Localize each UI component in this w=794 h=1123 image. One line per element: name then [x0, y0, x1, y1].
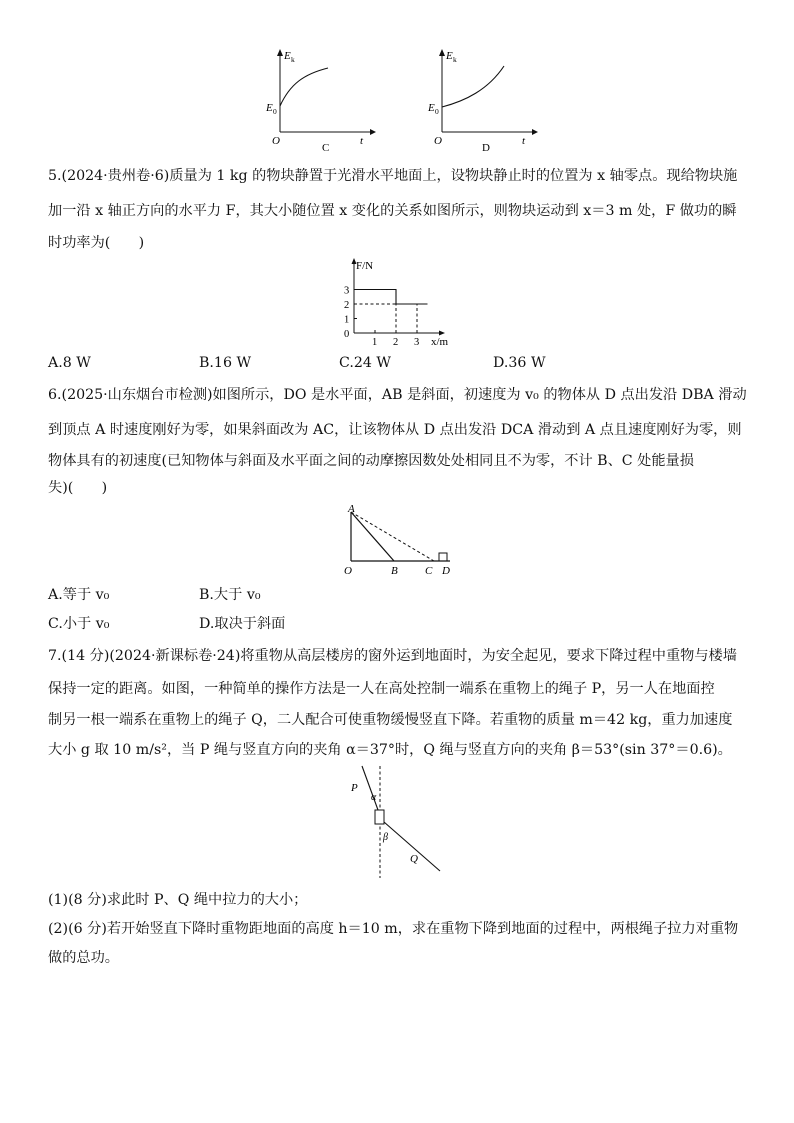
incline-label-o: O [344, 565, 352, 577]
ek-c-y-label: E [284, 50, 291, 62]
ek-c-e0-label: E [266, 102, 273, 114]
q6-option-b[interactable]: B.大于 v₀ [199, 587, 261, 603]
ek-d-x-label: t [522, 135, 526, 147]
q7-line-1: 7.(14 分)(2024·新课标卷·24)将重物从高层楼房的窗外运到地面时，为安全起见，要求下降过程中重物与楼墙 [48, 648, 737, 664]
incline-label-d: D [442, 565, 450, 577]
incline-label-b: B [391, 565, 398, 577]
q7-line-3: 制另一根一端系在重物上的绳子 Q，二人配合可使重物缓慢竖直下降。若重物的质量 m＝42 kg，重力加速度 [48, 712, 733, 728]
ek-c-caption: C [322, 142, 330, 154]
fx-x-tick-label: 3 [414, 337, 420, 347]
ek-d-caption: D [482, 142, 490, 154]
q6-line-1: 6.(2025·山东烟台市检测)如图所示，DO 是水平面，AB 是斜面，初速度为 v₀ 的物体从 D 点出发沿 DBA 滑动 [48, 387, 747, 403]
q6-line-4: 失)( ) [48, 480, 108, 496]
fx-origin-label: 0 [344, 329, 350, 340]
ek-d-e0-label: E [428, 102, 435, 114]
q5-option-b[interactable]: B.16 W [199, 355, 252, 371]
ek-d-y-label: E [446, 50, 453, 62]
ek-c-origin: O [272, 135, 280, 147]
q5-line-2: 加一沿 x 轴正方向的水平力 F，其大小随位置 x 变化的关系如图所示，则物块运动到 x＝3 m 处，F 做功的瞬 [48, 203, 737, 219]
ek-graph-d [420, 44, 540, 156]
rope-label-alpha: α [371, 792, 377, 803]
q6-line-3: 物体具有的初速度(已知物体与斜面及水平面之间的动摩擦因数处处相同且不为零，不计 B、C 处能量损 [48, 453, 694, 469]
fx-x-tick-label: 1 [372, 337, 378, 347]
fx-x-tick-label: 2 [393, 337, 399, 347]
rope-figure [342, 764, 452, 882]
incline-figure [338, 502, 463, 580]
q7-sub-1: (1)(8 分)求此时 P、Q 绳中拉力的大小； [48, 892, 308, 908]
ek-d-e0-sub: 0 [435, 107, 439, 116]
q7-sub-2: (2)(6 分)若开始竖直下降时重物距地面的高度 h＝10 m，求在重物下降到地面的过程中，两根绳子拉力对重物 [48, 921, 739, 937]
ek-d-y-sub: k [453, 55, 457, 64]
ek-c-x-label: t [360, 135, 364, 147]
rope-label-beta: β [383, 832, 388, 843]
ek-graph-c [258, 44, 378, 156]
ek-c-e0-sub: 0 [273, 107, 277, 116]
q5-option-a[interactable]: A.8 W [48, 355, 91, 371]
q6-option-c[interactable]: C.小于 v₀ [48, 616, 110, 632]
q6-option-a[interactable]: A.等于 v₀ [48, 587, 110, 603]
force-position-chart [334, 255, 464, 347]
fx-y-tick-label: 2 [344, 300, 350, 311]
incline-label-c: C [425, 565, 433, 577]
q5-line-3: 时功率为( ) [48, 235, 145, 251]
ek-c-y-sub: k [291, 55, 295, 64]
q6-option-d[interactable]: D.取决于斜面 [199, 616, 286, 632]
q5-option-c[interactable]: C.24 W [339, 355, 392, 371]
fx-y-label: F/N [356, 260, 374, 272]
fx-series-line [354, 290, 428, 305]
ek-d-origin: O [434, 135, 442, 147]
q7-sub-3: 做的总功。 [48, 950, 119, 966]
q5-option-d[interactable]: D.36 W [493, 355, 546, 371]
fx-y-tick-label: 1 [344, 314, 350, 326]
incline-label-a: A [348, 503, 355, 515]
q6-line-2: 到顶点 A 时速度刚好为零，如果斜面改为 AC，让该物体从 D 点出发沿 DCA 滑动到 A 点且速度刚好为零，则 [48, 422, 742, 438]
q7-line-4: 大小 g 取 10 m/s²，当 P 绳与竖直方向的夹角 α＝37°时，Q 绳与竖直方向的夹角 β＝53°(sin 37°＝0.6)。 [48, 742, 732, 758]
q5-line-1: 5.(2024·贵州卷·6)质量为 1 kg 的物块静置于光滑水平地面上，设物块静止时的位置为 x 轴零点。现给物块施 [48, 168, 738, 184]
rope-label-q: Q [410, 853, 418, 865]
fx-y-tick-label: 3 [344, 285, 350, 297]
rope-label-p: P [351, 782, 358, 794]
fx-x-label: x/m [431, 336, 449, 347]
q7-line-2: 保持一定的距离。如图，一种简单的操作方法是一人在高处控制一端系在重物上的绳子 P，另一人在地面控 [48, 681, 715, 697]
